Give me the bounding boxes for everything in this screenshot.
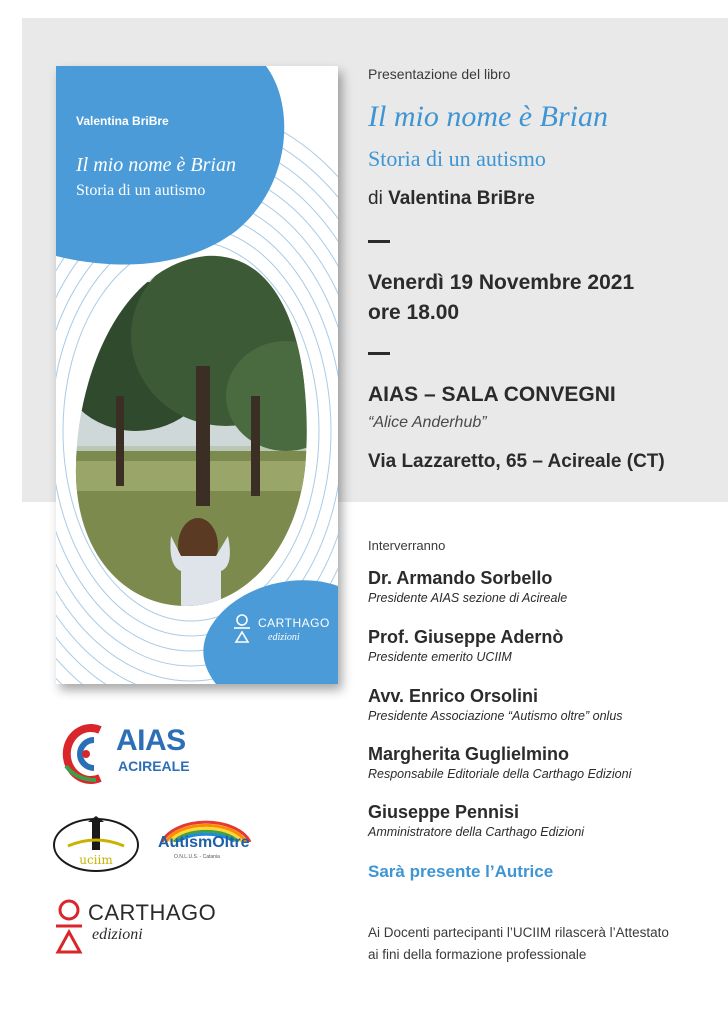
event-byline bbox=[368, 188, 535, 210]
cover-author: Valentina BriBre bbox=[76, 114, 169, 128]
uciim-emblem-icon bbox=[52, 816, 140, 874]
intro-text: Presentazione del libro bbox=[368, 66, 511, 82]
note-line: ai fini della formazione professionale bbox=[368, 947, 587, 962]
byline-author: Valentina BriBre bbox=[388, 188, 535, 209]
speaker-name: Prof. Giuseppe Adernò bbox=[368, 627, 564, 647]
speaker-item bbox=[368, 627, 563, 664]
speaker-name: Dr. Armando Sorbello bbox=[368, 568, 553, 588]
cover-publisher-sub: edizioni bbox=[268, 632, 300, 643]
carthago-logo-text: CARTHAGO bbox=[88, 900, 217, 925]
event-date: Venerdì 19 Novembre 2021 bbox=[368, 271, 635, 294]
carthago-emblem-icon bbox=[54, 898, 84, 958]
cover-publisher-name: CARTHAGO bbox=[258, 616, 330, 630]
divider-dash bbox=[368, 240, 390, 243]
aias-logo bbox=[56, 722, 190, 786]
autismo-logo-text: AutismOltre bbox=[158, 834, 250, 851]
note-line: Ai Docenti partecipanti l’UCIIM rilascerà l’Attestato bbox=[368, 925, 669, 940]
autismo-logo-sub: O.N.L.U.S. - Catania bbox=[174, 854, 220, 860]
aias-emblem-icon bbox=[56, 722, 112, 786]
certificate-note bbox=[368, 922, 708, 966]
event-title: Il mio nome è Brian bbox=[368, 100, 608, 133]
autismo-oltre-logo bbox=[150, 812, 260, 868]
divider-dash bbox=[368, 352, 390, 355]
event-datetime bbox=[368, 268, 634, 328]
cover-title: Il mio nome è Brian bbox=[76, 154, 236, 176]
speaker-item bbox=[368, 802, 584, 839]
book-cover bbox=[56, 66, 338, 684]
speaker-name: Avv. Enrico Orsolini bbox=[368, 686, 539, 706]
speaker-item bbox=[368, 744, 631, 781]
cover-subtitle: Storia di un autismo bbox=[76, 182, 206, 199]
speakers-heading: Interverranno bbox=[368, 538, 446, 553]
event-subtitle: Storia di un autismo bbox=[368, 146, 546, 171]
byline-prefix: di bbox=[368, 188, 383, 209]
aias-logo-sub: ACIREALE bbox=[118, 758, 190, 774]
uciim-logo bbox=[52, 816, 140, 874]
speaker-item bbox=[368, 686, 623, 723]
event-venue: AIAS – SALA CONVEGNI bbox=[368, 383, 616, 406]
speaker-role: Presidente emerito UCIIM bbox=[368, 650, 512, 664]
author-present-note: Sarà presente l’Autrice bbox=[368, 862, 554, 881]
speaker-role: Responsabile Editoriale della Carthago Edizioni bbox=[368, 767, 632, 781]
carthago-logo bbox=[54, 898, 217, 958]
uciim-logo-text: uciim bbox=[79, 853, 113, 867]
speaker-name: Giuseppe Pennisi bbox=[368, 802, 520, 822]
event-address: Via Lazzaretto, 65 – Acireale (CT) bbox=[368, 451, 665, 472]
event-venue-sub: “Alice Anderhub” bbox=[368, 414, 487, 431]
speaker-role: Amministratore della Carthago Edizioni bbox=[368, 825, 585, 839]
carthago-logo-sub: edizioni bbox=[92, 926, 143, 943]
speaker-role: Presidente AIAS sezione di Acireale bbox=[368, 591, 568, 605]
aias-logo-text: AIAS bbox=[116, 724, 186, 757]
speaker-name: Margherita Guglielmino bbox=[368, 744, 570, 764]
speaker-item bbox=[368, 568, 567, 605]
event-time: ore 18.00 bbox=[368, 301, 460, 324]
speaker-role: Presidente Associazione “Autismo oltre” onlus bbox=[368, 709, 623, 723]
